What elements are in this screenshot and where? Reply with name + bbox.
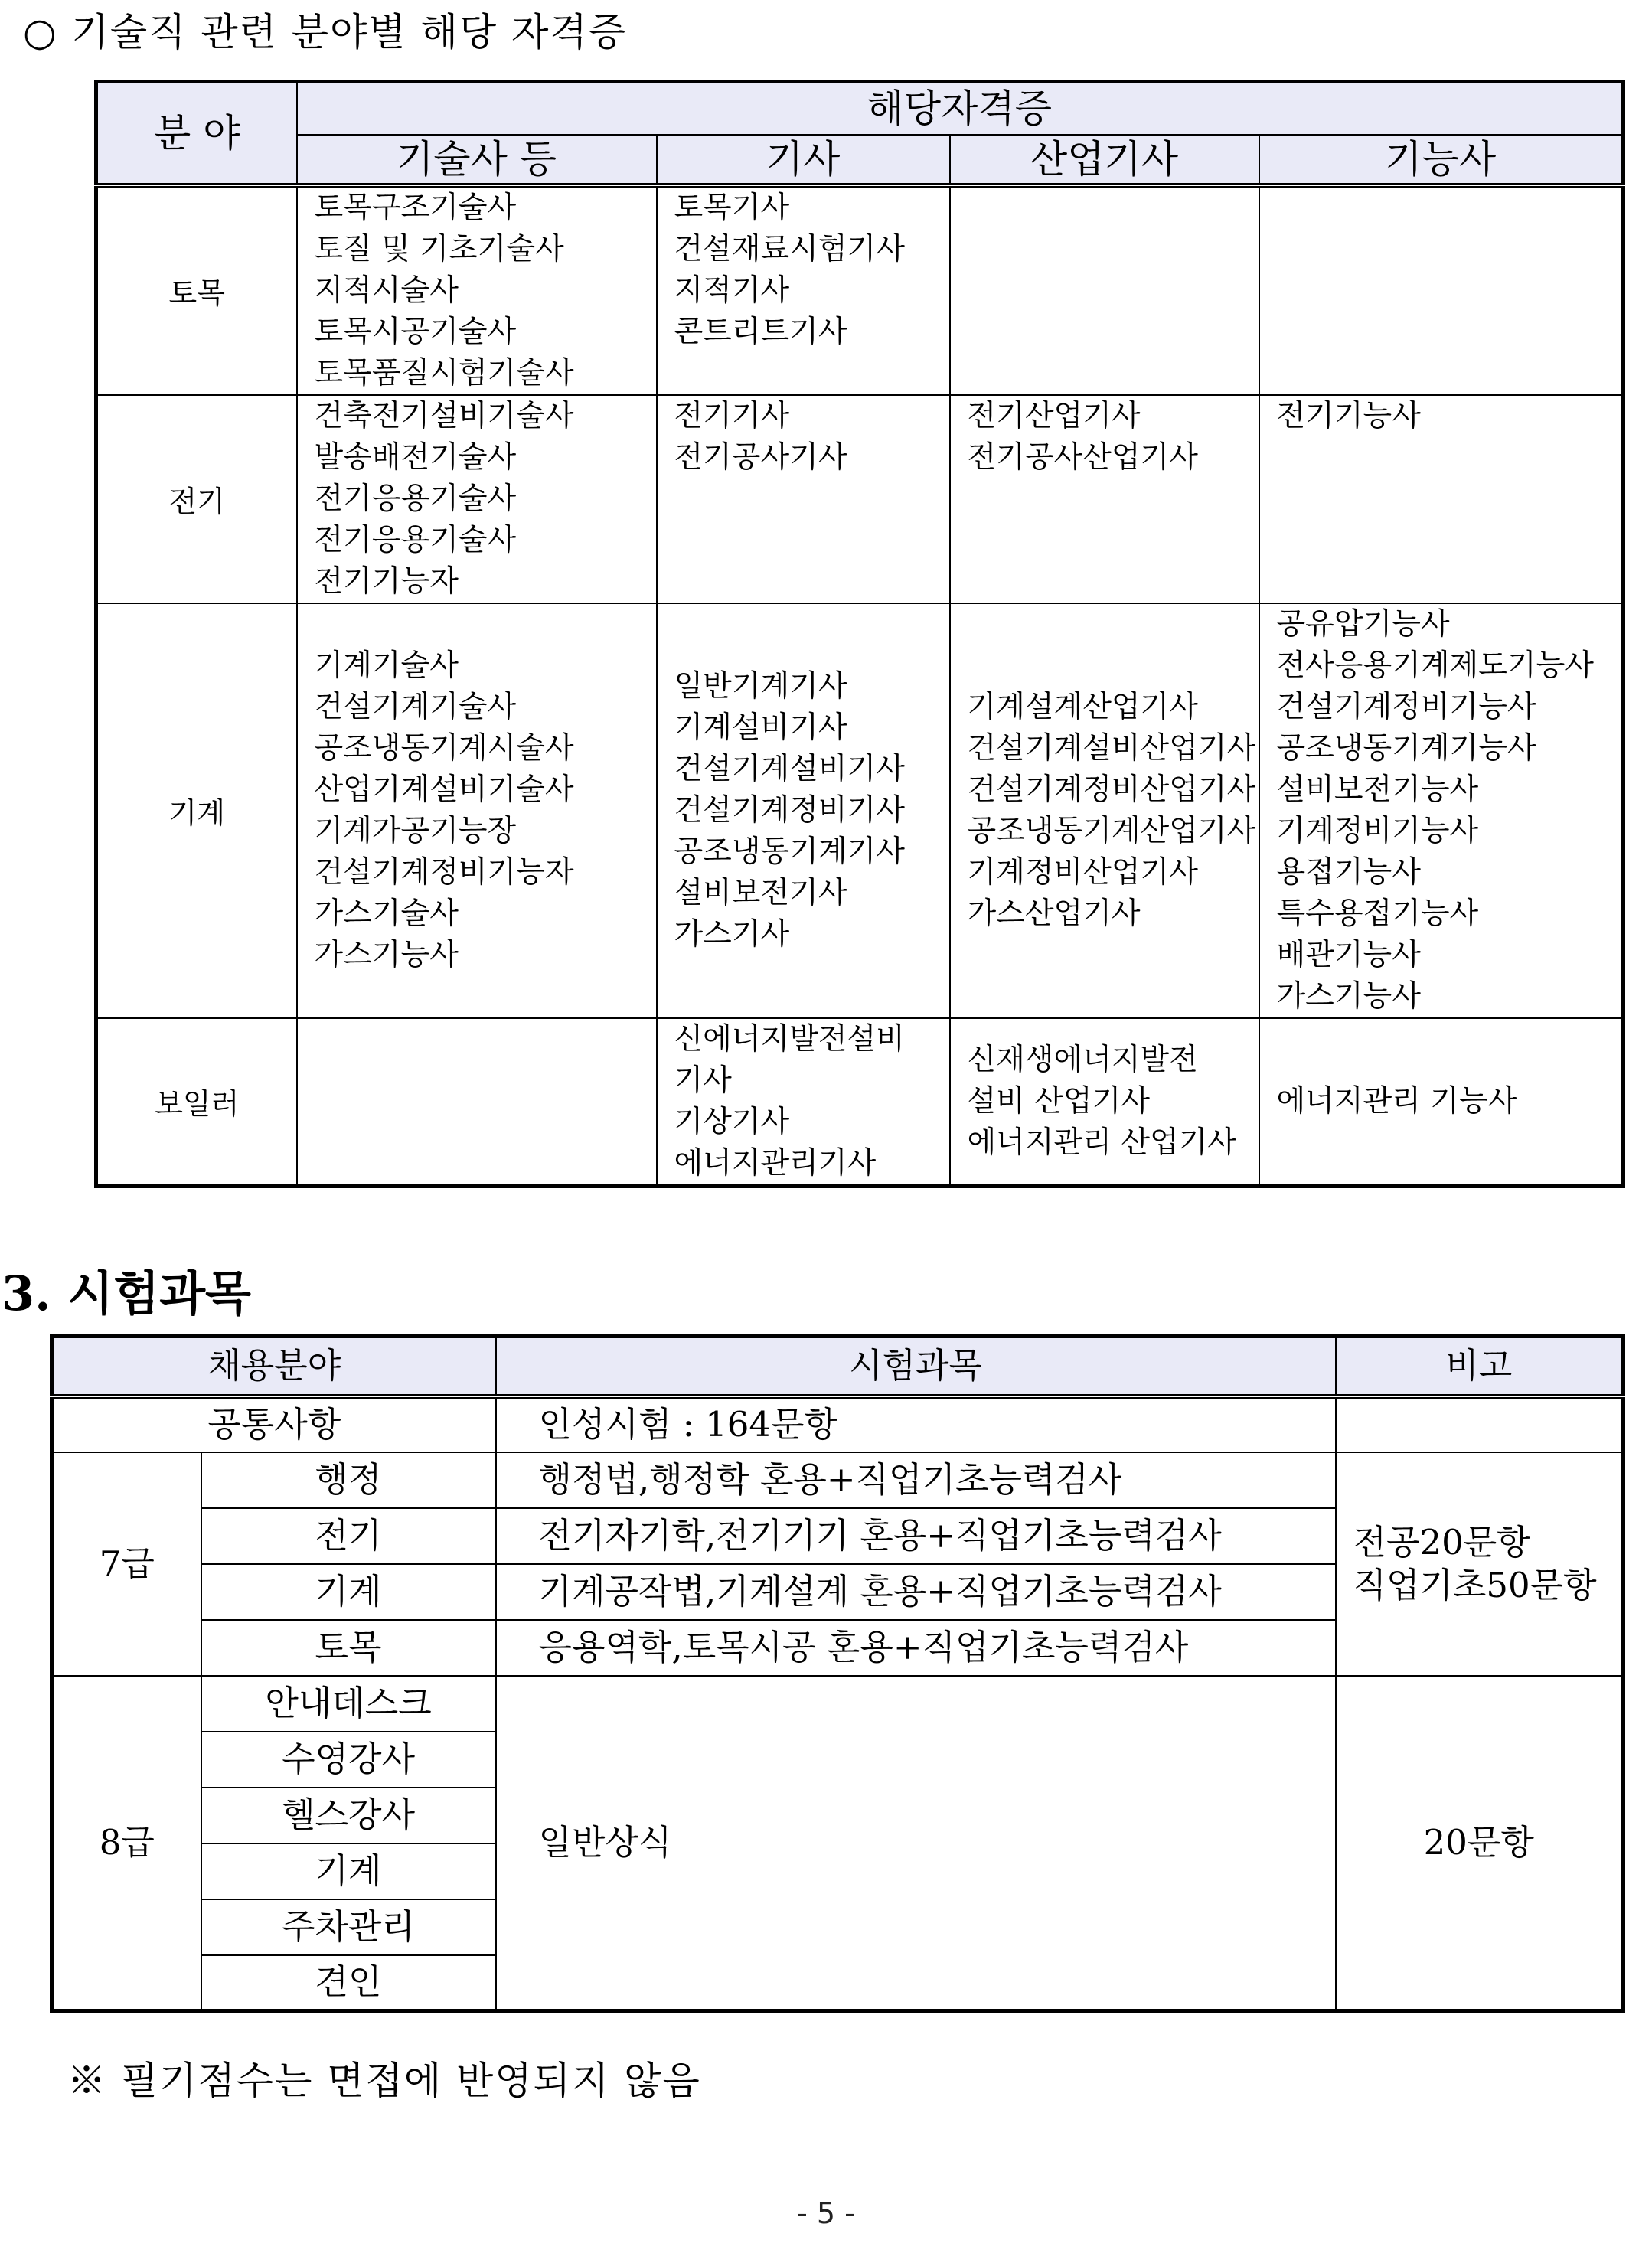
cert-cell: [657, 603, 950, 1018]
certificate-item: 가스기능사: [314, 937, 459, 972]
certificate-item: 건설기계설비산업기사: [967, 730, 1256, 766]
certificate-item: 공조냉동기계시술사: [314, 730, 574, 766]
cert-cell: [297, 185, 657, 395]
header-recruit-field: 채용분야: [52, 1337, 496, 1396]
row-electric: [96, 395, 1624, 603]
certificate-item: 건설재료시험기사: [674, 231, 905, 266]
grade8-field: 기계: [201, 1843, 496, 1899]
certificate-item: 건설기계정비기능사: [1276, 689, 1536, 724]
row-civil: [96, 185, 1624, 395]
certificate-item: 토목시공기술사: [314, 314, 517, 349]
certificate-item: 전기기사: [674, 398, 790, 433]
certificate-item: 지적시술사: [314, 273, 459, 308]
section2-title: 3. 시험과목: [2, 1265, 251, 1321]
cert-cell: [950, 603, 1259, 1018]
grade7-label: 7급: [52, 1452, 201, 1676]
note-line: 전공20문항: [1353, 1521, 1530, 1563]
certificate-item: 에너지관리 기능사: [1276, 1083, 1517, 1118]
certificate-item: 전기공사기사: [674, 439, 847, 475]
grade8-field: 견인: [201, 1955, 496, 2011]
certificate-item: 설비보전기능사: [1276, 772, 1479, 807]
common-note: [1336, 1396, 1624, 1452]
certificate-item: 전기기능사: [1276, 398, 1421, 433]
certificate-item: 토목기사: [674, 190, 790, 225]
certificate-item: 에너지관리 산업기사: [967, 1125, 1236, 1160]
grade8-field: 수영강사: [201, 1732, 496, 1788]
cert-cell: [950, 185, 1259, 395]
certificate-item: 지적기사: [674, 273, 790, 308]
table-row: [52, 1676, 1624, 1732]
cert-cell: [657, 185, 950, 395]
certificate-item: 토질 및 기초기술사: [314, 231, 564, 266]
certificate-item: 발송배전기술사: [314, 439, 517, 475]
cert-cell: [657, 1018, 950, 1187]
header-field: 분 야: [96, 82, 297, 185]
header-exam-subject: 시험과목: [496, 1337, 1336, 1396]
header-col-engineer: 기사: [657, 135, 950, 185]
header-certificates: 해당자격증: [297, 82, 1624, 135]
certificate-item: 배관기능사: [1276, 937, 1421, 972]
grade7-subject: 응용역학,토목시공 혼용+직업기초능력검사: [496, 1620, 1336, 1676]
certificate-item: 건설기계정비기능자: [314, 854, 574, 890]
certificate-item: 전기산업기사: [967, 398, 1141, 433]
grade8-note: 20문항: [1336, 1676, 1624, 2011]
certificate-item: 기사: [674, 1063, 732, 1098]
certificate-item: 기상기사: [674, 1104, 790, 1139]
certificate-item: 신에너지발전설비: [674, 1021, 905, 1056]
field-label: 전기: [96, 395, 297, 603]
cert-cell: [1259, 395, 1624, 603]
certificate-item: 토목구조기술사: [314, 190, 517, 225]
certificate-table: [94, 80, 1625, 1188]
field-label: 기계: [96, 603, 297, 1018]
certificate-item: 기계가공기능장: [314, 813, 517, 848]
grade8-field: 헬스강사: [201, 1788, 496, 1843]
footnote: ※ 필기점수는 면접에 반영되지 않음: [67, 2059, 701, 2103]
grade7-field: 전기: [201, 1508, 496, 1564]
cert-cell: [1259, 1018, 1624, 1187]
certificate-item: 전사응용기계제도기능사: [1276, 648, 1594, 683]
certificate-item: 공유압기능사: [1276, 606, 1450, 642]
cert-cell: [297, 1018, 657, 1187]
grade7-subject: 전기자기학,전기기기 혼용+직업기초능력검사: [496, 1508, 1336, 1564]
grade7-field: 행정: [201, 1452, 496, 1508]
grade8-field: 안내데스크: [201, 1676, 496, 1732]
grade7-field: 토목: [201, 1620, 496, 1676]
certificate-item: 기계정비기능사: [1276, 813, 1479, 848]
grade7-subject: 기계공작법,기계설계 혼용+직업기초능력검사: [496, 1564, 1336, 1620]
header-col-engineer-master: 기술사 등: [297, 135, 657, 185]
cert-cell: [297, 395, 657, 603]
common-subject: 인성시험 : 164문항: [496, 1396, 1336, 1452]
certificate-item: 용접기능사: [1276, 854, 1421, 890]
certificate-item: 전기응용기술사: [314, 481, 517, 516]
certificate-item: 토목품질시험기술사: [314, 355, 574, 390]
grade8-field: 주차관리: [201, 1899, 496, 1955]
grade7-note: [1336, 1452, 1624, 1676]
certificate-item: 공조냉동기계기사: [674, 834, 905, 869]
header-col-industrial-engineer: 산업기사: [950, 135, 1259, 185]
grade7-subject: 행정법,행정학 혼용+직업기초능력검사: [496, 1452, 1336, 1508]
certificate-item: 건설기계기술사: [314, 689, 517, 724]
section1-title: ○ 기술직 관련 분야별 해당 자격증: [23, 10, 627, 54]
row-common: [52, 1396, 1624, 1452]
certificate-item: 특수용접기능사: [1276, 896, 1479, 931]
cert-cell: [657, 395, 950, 603]
certificate-item: 전기기능자: [314, 563, 459, 599]
certificate-item: 기계설계산업기사: [967, 689, 1198, 724]
cert-cell: [950, 395, 1259, 603]
row-boiler: [96, 1018, 1624, 1187]
field-label: 토목: [96, 185, 297, 395]
row-mechanical: [96, 603, 1624, 1018]
cert-cell: [950, 1018, 1259, 1187]
field-label: 보일러: [96, 1018, 297, 1187]
certificate-item: 기계정비산업기사: [967, 854, 1198, 890]
certificate-item: 건설기계설비기사: [674, 751, 905, 786]
cert-cell: [1259, 185, 1624, 395]
certificate-item: 기계설비기사: [674, 710, 847, 745]
page-number: - 5 -: [797, 2196, 855, 2230]
certificate-item: 가스기능사: [1276, 978, 1421, 1014]
grade8-subject: 일반상식: [496, 1676, 1336, 2011]
certificate-item: 콘트리트기사: [674, 314, 847, 349]
certificate-item: 설비보전기사: [674, 875, 847, 910]
table-row: [52, 1452, 1624, 1508]
cert-cell: [297, 603, 657, 1018]
certificate-item: 설비 산업기사: [967, 1083, 1150, 1118]
common-label: 공통사항: [52, 1396, 496, 1452]
certificate-item: 공조냉동기계기능사: [1276, 730, 1536, 766]
header-col-craftsman: 기능사: [1259, 135, 1624, 185]
note-line: 직업기초50문항: [1353, 1564, 1597, 1605]
certificate-item: 전기응용기술사: [314, 522, 517, 557]
certificate-item: 가스기사: [674, 916, 790, 952]
grade7-field: 기계: [201, 1564, 496, 1620]
certificate-item: 일반기계기사: [674, 668, 847, 704]
certificate-item: 신재생에너지발전: [967, 1042, 1198, 1077]
certificate-item: 산업기계설비기술사: [314, 772, 574, 807]
header-remarks: 비고: [1336, 1337, 1624, 1396]
certificate-item: 에너지관리기사: [674, 1145, 877, 1181]
certificate-item: 가스산업기사: [967, 896, 1141, 931]
certificate-item: 건설기계정비기사: [674, 792, 905, 828]
certificate-item: 기계기술사: [314, 648, 459, 683]
certificate-item: 건축전기설비기술사: [314, 398, 574, 433]
certificate-item: 가스기술사: [314, 896, 459, 931]
certificate-item: 건설기계정비산업기사: [967, 772, 1256, 807]
cert-cell: [1259, 603, 1624, 1018]
certificate-item: 공조냉동기계산업기사: [967, 813, 1256, 848]
exam-subject-table: [50, 1334, 1625, 2013]
certificate-item: 전기공사산업기사: [967, 439, 1198, 475]
grade8-label: 8급: [52, 1676, 201, 2011]
